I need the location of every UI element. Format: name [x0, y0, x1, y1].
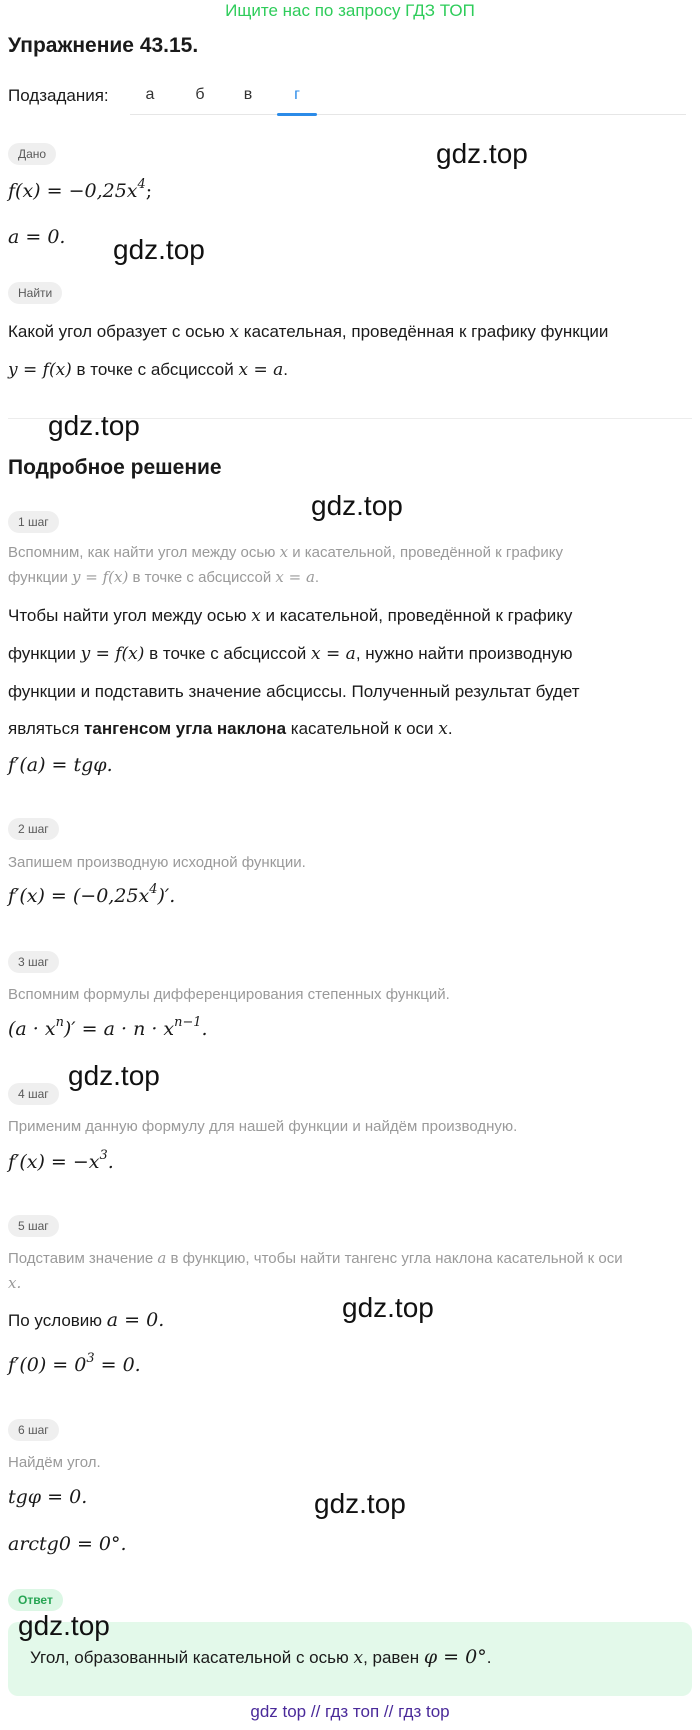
step-4-pill: 4 шаг [8, 1083, 59, 1105]
var-x: x [353, 1648, 364, 1668]
step-1-pill: 1 шаг [8, 511, 59, 533]
tab-b[interactable]: б [195, 86, 205, 103]
answer-label [8, 1589, 63, 1611]
step-6-pill: 6 шаг [8, 1419, 59, 1441]
text: По условию [8, 1311, 107, 1330]
step-5-condition [8, 1302, 164, 1339]
active-tab-indicator [277, 113, 317, 116]
step-2-hint: Запишем производную исходной функции. [8, 854, 306, 871]
step-6-label [8, 1419, 59, 1441]
math-answer: φ = 0° [423, 1646, 487, 1668]
given-a: a = 0. [8, 226, 66, 248]
text: Угол, образованный касательной с осью [30, 1648, 354, 1667]
text: . [314, 569, 320, 586]
watermark: gdz.top [436, 138, 528, 169]
step-3-hint: Вспомним формулы дифференцирования степенных функций. [8, 986, 450, 1003]
text: в точке с абсциссой [128, 569, 276, 586]
step-1-label [8, 511, 59, 533]
given-function [8, 177, 153, 202]
text: в точке с абсциссой [144, 644, 312, 663]
var-x: x [251, 606, 261, 626]
step-1-formula: f′(a) = tgφ. [8, 754, 113, 776]
watermark: gdz.top [314, 1488, 406, 1519]
step-1-line-1 [8, 597, 692, 635]
step-1-line-4 [8, 710, 692, 748]
math-x: x = a [311, 644, 356, 664]
given-function-exp: 4 [137, 177, 146, 193]
step-4-formula [8, 1148, 114, 1173]
text: касательной к оси [286, 719, 439, 738]
step-6-formula-2: arctg0 = 0°. [8, 1533, 127, 1555]
text: Чтобы найти угол между осью [8, 606, 252, 625]
footer-link-3[interactable]: гдз top [398, 1702, 450, 1721]
formula-exp: n−1 [174, 1015, 202, 1031]
answer-text [30, 1646, 491, 1668]
text: . [283, 360, 288, 379]
subtasks-label: Подзадания: [8, 86, 109, 105]
var-x: x [279, 543, 289, 561]
find-question [8, 313, 688, 389]
step-1-hint [8, 540, 688, 590]
step-5-formula [8, 1351, 141, 1376]
math-x: x = a [275, 568, 315, 586]
text: и касательной, проведённой к графику [288, 544, 563, 561]
math-y: y = f(x) [8, 360, 72, 380]
text: . [486, 1648, 492, 1667]
tabs-divider [130, 114, 686, 115]
given-function-end: ; [145, 180, 153, 202]
step-1-line-3: функции и подставить значение абсциссы. Полученный результат будет [8, 682, 580, 701]
formula-exp: n [55, 1015, 64, 1031]
var-a: a [157, 1249, 167, 1267]
text: касательная, проведённая к графику функции [239, 322, 609, 341]
math-x: x = a [238, 360, 284, 380]
step-5-hint-line-2: x. [8, 1274, 22, 1292]
footer-separator: // [379, 1702, 399, 1721]
formula-part: . [107, 1151, 114, 1173]
tab-v[interactable]: в [243, 86, 253, 103]
var-x: x [229, 322, 240, 342]
page-title: Упражнение 43.15. [8, 34, 199, 57]
formula-exp: 3 [99, 1148, 108, 1164]
step-1-line-2 [8, 635, 692, 673]
watermark: gdz.top [68, 1060, 160, 1091]
text: Вспомним, как найти угол между осью [8, 544, 280, 561]
math-y: y = f(x) [72, 568, 129, 586]
step-6-hint: Найдём угол. [8, 1454, 101, 1471]
step-5-hint-line-1 [8, 1246, 692, 1271]
step-1-hint-line-2 [8, 565, 688, 590]
step-1-hint-line-1 [8, 540, 688, 565]
footer-link-1[interactable]: gdz top [250, 1702, 307, 1721]
formula-exp: 3 [86, 1351, 95, 1367]
given-pill: Дано [8, 143, 56, 165]
step-5-label [8, 1215, 59, 1237]
find-pill: Найти [8, 282, 62, 304]
step-4-hint: Применим данную формулу для нашей функции и найдём производную. [8, 1118, 518, 1135]
step-6-formula-1: tgφ = 0. [8, 1486, 88, 1508]
formula-part: f′(x) = (−0,25x [8, 885, 150, 907]
formula-part: = 0. [94, 1354, 141, 1376]
step-2-pill: 2 шаг [8, 818, 59, 840]
step-3-label [8, 951, 59, 973]
answer-pill: Ответ [8, 1589, 63, 1611]
text: Какой угол образует с осью [8, 322, 230, 341]
text: , равен [363, 1648, 424, 1667]
given-label [8, 143, 56, 165]
text: функции [8, 644, 81, 663]
find-line-1 [8, 313, 688, 351]
formula-part: f′(x) = −x [8, 1151, 100, 1173]
step-3-formula [8, 1015, 208, 1040]
given-function-lhs: f(x) = −0,25x [8, 180, 138, 202]
solution-title: Подробное решение [8, 456, 222, 479]
find-line-2 [8, 351, 688, 389]
tab-a[interactable]: а [145, 86, 155, 103]
bold-term: тангенсом угла наклона [84, 719, 287, 738]
watermark: gdz.top [48, 410, 140, 441]
text: в точке с абсциссой [71, 360, 239, 379]
step-5-pill: 5 шаг [8, 1215, 59, 1237]
text: , нужно найти производную [355, 644, 573, 663]
math-a: a = 0. [106, 1309, 165, 1331]
watermark: gdz.top [342, 1292, 434, 1323]
step-2-formula [8, 882, 176, 907]
step-1-paragraph [8, 597, 692, 748]
formula-part: )′ = a · n · x [63, 1018, 175, 1040]
top-banner[interactable]: Ищите нас по запросу ГДЗ ТОП [225, 1, 475, 20]
watermark: gdz.top [113, 234, 205, 265]
formula-part: f′(0) = 0 [8, 1354, 87, 1376]
find-label [8, 282, 62, 304]
step-4-label [8, 1083, 59, 1105]
text: . [447, 719, 453, 738]
text: являться [8, 719, 85, 738]
footer-link-2[interactable]: гдз топ [325, 1702, 380, 1721]
watermark: gdz.top [18, 1610, 110, 1641]
footer-links [0, 1702, 700, 1722]
formula-part: (a · x [8, 1018, 56, 1040]
var-x: x [438, 719, 448, 739]
watermark: gdz.top [311, 490, 403, 521]
math-y: y = f(x) [80, 644, 145, 664]
footer-separator: // [306, 1702, 326, 1721]
formula-exp: 4 [149, 882, 158, 898]
step-5-hint [8, 1246, 692, 1295]
step-2-label [8, 818, 59, 840]
tab-g[interactable]: г [294, 86, 300, 103]
formula-part: . [201, 1018, 208, 1040]
text: функции [8, 569, 73, 586]
text: Подставим значение [8, 1250, 158, 1267]
step-3-pill: 3 шаг [8, 951, 59, 973]
text: и касательной, проведённой к графику [260, 606, 573, 625]
text: в функцию, чтобы найти тангенс угла наклона касательной к оси [166, 1250, 623, 1267]
formula-part: )′. [157, 885, 176, 907]
